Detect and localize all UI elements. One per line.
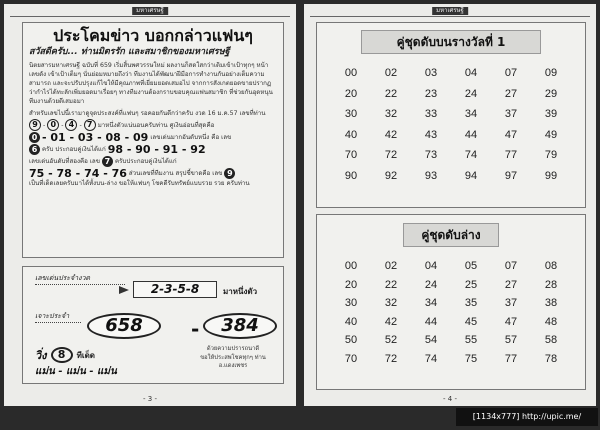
pair-strip bbox=[29, 156, 277, 167]
strip-text: เลขเด่นอันดับที่สองคือ เลข bbox=[29, 158, 100, 165]
number-cell: 02 bbox=[384, 67, 398, 79]
number-cell: 30 bbox=[344, 297, 358, 309]
digit-circle: 9 bbox=[29, 119, 41, 131]
number-cell: 72 bbox=[384, 149, 398, 161]
fixed-number-right: 384 bbox=[203, 313, 277, 339]
number-cell: 37 bbox=[504, 297, 518, 309]
number-cell: 54 bbox=[424, 334, 438, 346]
number-cell: 34 bbox=[464, 108, 478, 120]
strip-text: มาหนึ่งตัวแน่นอนครับท่าน ศูเงินอ่อนที่สุดคือ bbox=[97, 121, 215, 129]
number-cell: 72 bbox=[384, 352, 398, 365]
digit-badge: 7 bbox=[102, 156, 113, 167]
number-cell: 52 bbox=[384, 334, 398, 346]
left-page bbox=[4, 4, 296, 406]
number-cell: 02 bbox=[384, 260, 398, 272]
pair-strip bbox=[29, 168, 277, 179]
tip-box bbox=[22, 266, 284, 384]
page-number: - 3 - bbox=[143, 395, 157, 403]
number-cell: 77 bbox=[504, 352, 518, 365]
signature-line: ด้วยความปรารถนาดี bbox=[206, 346, 260, 352]
number-cell: 32 bbox=[384, 108, 398, 120]
signature-name: อ.แดงเพชร bbox=[218, 363, 248, 369]
magazine-name: มหาเศรษฐี bbox=[132, 7, 168, 15]
number-cell: 24 bbox=[424, 278, 438, 291]
digit-badge: 9 bbox=[224, 168, 235, 179]
news-announcement-box bbox=[22, 22, 284, 258]
number-cell: 32 bbox=[384, 297, 398, 309]
digit-circle: 4 bbox=[65, 119, 77, 131]
number-cell: 34 bbox=[424, 297, 438, 309]
number-cell: 38 bbox=[544, 297, 558, 309]
number-cell: 04 bbox=[464, 67, 478, 79]
strip-text: ส่วนเลขที่ทีมงาน สรุปชี้ขาดคือ เลข bbox=[128, 170, 223, 177]
number-cell: 22 bbox=[384, 87, 398, 100]
pair-numbers: 98 - 90 - 91 - 92 bbox=[107, 143, 206, 156]
run-suffix: ทีเด็ด bbox=[76, 350, 95, 360]
digit-circle: 7 bbox=[84, 119, 96, 131]
number-cell: 77 bbox=[504, 149, 518, 161]
number-cell: 97 bbox=[504, 169, 518, 182]
news-title: ประโคมข่าว บอกกล่าวแฟนๆ bbox=[53, 26, 253, 45]
news-paragraph: สำหรับเลขไปนี้เรามาดูจุดประสงค์ที่แฟนๆ รอคอยกันดีกว่าครับ งวด 16 ม.ค.57 เลขที่ท่าน bbox=[29, 110, 266, 117]
pair-numbers: 75 - 78 - 74 - 76 bbox=[29, 167, 127, 180]
table-title: คู่ชุดดับล่าง bbox=[403, 223, 499, 247]
news-body bbox=[29, 61, 277, 188]
number-cell: 33 bbox=[424, 108, 438, 120]
table-title: คู่ชุดดับบนรางวัลที่ 1 bbox=[361, 30, 541, 54]
lucky-digit-strip: 9 - 0 - 4 - 7 มาหนึ่งตัวแน่นอนครับท่าน ศูเงินอ่อนที่สุดคือ bbox=[29, 119, 277, 131]
strip-text: ครับ ประกอบคู่เงินได้แก่ bbox=[42, 146, 106, 153]
number-cell: 93 bbox=[424, 169, 438, 182]
digit-badge: 0 bbox=[29, 132, 40, 143]
number-cell: 44 bbox=[424, 315, 438, 328]
running-number-row bbox=[35, 346, 95, 364]
number-cell: 42 bbox=[384, 315, 398, 328]
number-cell: 55 bbox=[464, 334, 478, 346]
number-cell: 70 bbox=[344, 352, 358, 365]
number-cell: 27 bbox=[504, 87, 518, 100]
number-cell: 07 bbox=[504, 67, 518, 79]
fixed-number-left: 658 bbox=[87, 313, 161, 339]
number-cell: 73 bbox=[424, 149, 438, 161]
number-cell: 74 bbox=[424, 352, 438, 365]
number-cell: 47 bbox=[504, 315, 518, 328]
number-cell: 28 bbox=[544, 278, 558, 291]
number-cell: 22 bbox=[384, 278, 398, 291]
strip-text: เลขเด่นมากอันดับหนึ่ง คือ เลข bbox=[150, 134, 232, 141]
number-cell: 50 bbox=[344, 334, 358, 346]
number-cell: 27 bbox=[504, 278, 518, 291]
run-word: วิ่ง bbox=[35, 349, 47, 362]
number-cell: 09 bbox=[544, 67, 558, 79]
number-cell: 20 bbox=[344, 87, 358, 100]
number-cell: 99 bbox=[544, 169, 558, 182]
number-cell: 79 bbox=[544, 149, 558, 161]
number-cell: 05 bbox=[464, 260, 478, 272]
tip-label-highlight: เลขเด่นประจำงวด bbox=[35, 274, 91, 282]
number-grid bbox=[331, 257, 571, 368]
page-number: - 4 - bbox=[443, 395, 457, 403]
number-cell: 45 bbox=[464, 315, 478, 328]
arrow-right-icon bbox=[119, 286, 129, 294]
number-cell: 40 bbox=[344, 128, 358, 141]
number-cell: 20 bbox=[344, 278, 358, 291]
news-paragraph: นิตยสารมหาเศรษฐี ฉบับที่ 659 เริ่มสิ้นพศวรรษใหม่ ผลงานก็สดใสกว่าเดิมเข้าเป้าทุกๆ หน้า เลขดัง เข้าเป้าเต็มๆ นั่นย่อมหมายถึงว่า ทีมงานได้พัฒนาฝีมือการทำงานกันอย่างเต็มความสามารถ และจะปรับปรุงแก้ไขให้มีคุณภาพที่เยี่ยมยอดเสมอไป จากการสังเกตยอดขายปรากฏว่ากำไรได้ทะลักเพิ่มยอดมาเรื่อยๆ ทางทีมงานต้องกราบขอบคุณแฟนสมาชิก ที่ช่วยกันอุดหนุนทีมงานด้วยดีเสมอมา bbox=[29, 62, 273, 105]
number-cell: 94 bbox=[464, 169, 478, 182]
number-cell: 25 bbox=[464, 278, 478, 291]
number-cell: 07 bbox=[504, 260, 518, 272]
number-cell: 37 bbox=[504, 108, 518, 120]
number-cell: 74 bbox=[464, 149, 478, 161]
tip-underline bbox=[35, 284, 125, 285]
number-cell: 23 bbox=[424, 87, 438, 100]
number-cell: 29 bbox=[544, 87, 558, 100]
run-digit: 8 bbox=[51, 347, 73, 363]
right-page bbox=[304, 4, 596, 406]
number-cell: 58 bbox=[544, 334, 558, 346]
slogan: แม่น - แม่น - แม่น bbox=[35, 366, 117, 377]
number-cell: 08 bbox=[544, 260, 558, 272]
running-header bbox=[10, 7, 290, 17]
number-cell: 04 bbox=[424, 260, 438, 272]
pair-dash: - bbox=[191, 317, 200, 341]
highlight-digits: 2-3-5-8 bbox=[133, 281, 217, 298]
number-cell: 90 bbox=[344, 169, 358, 182]
pair-strip bbox=[29, 132, 277, 143]
number-cell: 30 bbox=[344, 108, 358, 120]
tip-label-fixed: เจาะประจำ bbox=[35, 312, 70, 320]
number-grid bbox=[331, 63, 571, 186]
digit-badge: 6 bbox=[29, 144, 40, 155]
bottom-pairs-table bbox=[316, 214, 586, 390]
number-cell: 70 bbox=[344, 149, 358, 161]
number-cell: 00 bbox=[344, 260, 358, 272]
number-cell: 43 bbox=[424, 128, 438, 141]
news-subtitle: สวัสดีครับ... ท่านมิตรรัก และสมาชิกของมหาเศรษฐี bbox=[29, 47, 230, 57]
top-prize-pairs-table bbox=[316, 22, 586, 208]
number-cell: 39 bbox=[544, 108, 558, 120]
number-cell: 44 bbox=[464, 128, 478, 141]
signature-block bbox=[185, 345, 281, 371]
number-cell: 78 bbox=[544, 352, 558, 365]
number-cell: 03 bbox=[424, 67, 438, 79]
signature-line: ขอให้ประสพโชคทุกๆ ท่าน bbox=[200, 354, 266, 361]
pair-numbers: - 01 - 03 - 08 - 09 bbox=[42, 131, 149, 144]
image-host-stamp: [1134x777] http://upic.me/ bbox=[456, 408, 598, 426]
magazine-name: มหาเศรษฐี bbox=[432, 7, 468, 15]
number-cell: 47 bbox=[504, 128, 518, 141]
number-cell: 24 bbox=[464, 87, 478, 100]
number-cell: 40 bbox=[344, 315, 358, 328]
number-cell: 42 bbox=[384, 128, 398, 141]
running-header bbox=[310, 7, 590, 17]
number-cell: 00 bbox=[344, 67, 358, 79]
pair-strip bbox=[29, 144, 277, 155]
number-cell: 49 bbox=[544, 128, 558, 141]
strip-text: ครับประกอบคู่เงินได้แก่ bbox=[114, 158, 177, 165]
number-cell: 75 bbox=[464, 352, 478, 365]
number-cell: 35 bbox=[464, 297, 478, 309]
digit-circle: 0 bbox=[47, 119, 59, 131]
tip-underline bbox=[35, 322, 81, 323]
number-cell: 48 bbox=[544, 315, 558, 328]
number-cell: 92 bbox=[384, 169, 398, 182]
highlight-note: มาหนึ่งตัว bbox=[223, 287, 258, 296]
news-paragraph: เป็นที่เด็ดเลยครับมาได้ทั้งบน-ล่าง ขอให้แฟนๆ โชคดีรับทรัพย์แบบรวย รวย ครับท่าน bbox=[29, 180, 250, 187]
number-cell: 57 bbox=[504, 334, 518, 346]
